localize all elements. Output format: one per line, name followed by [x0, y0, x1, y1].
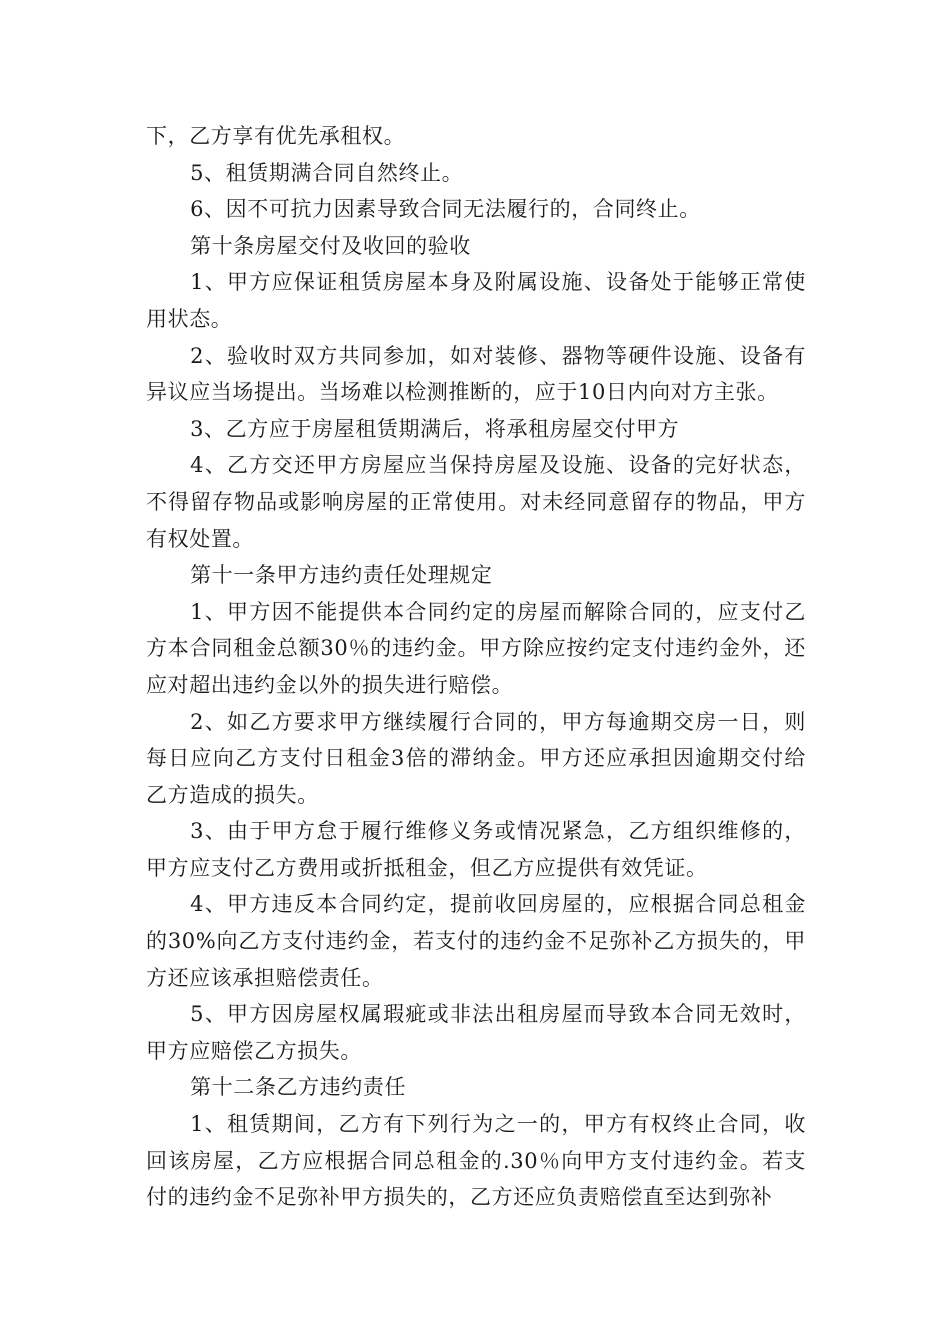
- paragraph: 2、验收时双方共同参加，如对装修、器物等硬件设施、设备有异议应当场提出。当场难以检测推断的，应于10日内向对方主张。: [146, 343, 806, 405]
- paragraph: 3、乙方应于房屋租赁期满后，将承租房屋交付甲方: [190, 416, 680, 441]
- section-heading: 第十条房屋交付及收回的验收: [190, 233, 471, 258]
- paragraph: 5、租赁期满合同自然终止。: [190, 160, 464, 185]
- paragraph: 4、乙方交还甲方房屋应当保持房屋及设施、设备的完好状态，不得留存物品或影响房屋的正常使用。对未经同意留存的物品，甲方有权处置。: [146, 453, 806, 551]
- paragraph: 1、甲方应保证租赁房屋本身及附属设施、设备处于能够正常使用状态。: [146, 270, 806, 331]
- paragraph: 6、因不可抗力因素导致合同无法履行的，合同终止。: [190, 197, 701, 222]
- paragraph: 下，乙方享有优先承租权。: [146, 124, 406, 148]
- paragraph: 1、租赁期间，乙方有下列行为之一的，甲方有权终止合同，收回该房屋，乙方应根据合同总租金的.30％向甲方支付违约金。若支付的违约金不足弥补甲方损失的，乙方还应负责赔偿直至达到弥补: [146, 1112, 806, 1210]
- paragraph: 2、如乙方要求甲方继续履行合同的，甲方每逾期交房一日，则每日应向乙方支付日租金3倍的滞纳金。甲方还应承担因逾期交付给乙方造成的损失。: [146, 709, 806, 807]
- section-heading: 第十二条乙方违约责任: [190, 1075, 407, 1100]
- paragraph: 1、甲方因不能提供本合同约定的房屋而解除合同的，应支付乙方本合同租金总额30％的违约金。甲方除应按约定支付违约金外，还应对超出违约金以外的损失进行赔偿。: [146, 599, 806, 697]
- section-heading: 第十一条甲方违约责任处理规定: [190, 563, 493, 588]
- paragraph: 3、由于甲方怠于履行维修义务或情况紧急，乙方组织维修的，甲方应支付乙方费用或折抵租金，但乙方应提供有效凭证。: [146, 819, 806, 880]
- paragraph: 4、甲方违反本合同约定，提前收回房屋的，应根据合同总租金的30%向乙方支付违约金，若支付的违约金不足弥补乙方损失的，甲方还应该承担赔偿责任。: [146, 892, 806, 990]
- paragraph: 5、甲方因房屋权属瑕疵或非法出租房屋而导致本合同无效时，甲方应赔偿乙方损失。: [146, 1002, 806, 1063]
- document-body: [146, 118, 806, 1216]
